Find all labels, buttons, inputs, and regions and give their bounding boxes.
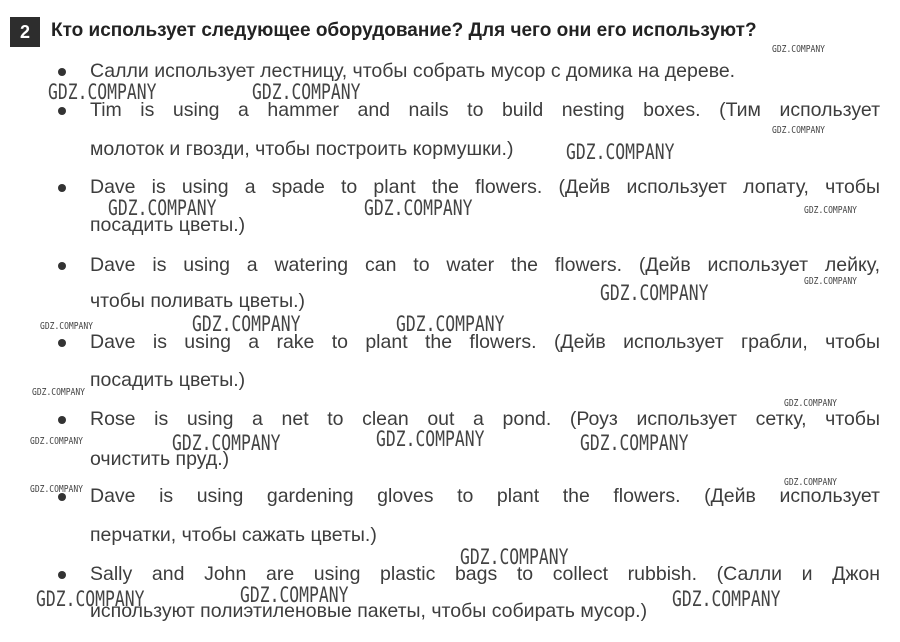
exercise-number-badge: 2 <box>10 17 40 47</box>
watermark: GDZ.COMPANY <box>40 321 93 332</box>
watermark: GDZ.COMPANY <box>364 196 473 220</box>
watermark: GDZ.COMPANY <box>192 312 301 336</box>
bullet-icon <box>58 262 66 270</box>
watermark: GDZ.COMPANY <box>804 276 857 287</box>
watermark: GDZ.COMPANY <box>784 398 837 409</box>
list-item-line: посадить цветы.) <box>90 214 246 236</box>
bullet-icon <box>58 68 66 76</box>
list-item-line: перчатки, чтобы сажать цветы.) <box>90 524 377 546</box>
list-item-line: очистить пруд.) <box>90 448 230 470</box>
bullet-icon <box>58 339 66 347</box>
watermark: GDZ.COMPANY <box>48 80 157 104</box>
watermark: GDZ.COMPANY <box>784 477 837 488</box>
list-item-line: Tim is using a hammer and nails to build nesting boxes. (Тим использует <box>90 99 880 121</box>
list-item-line: Sally and John are using plastic bags to collect rubbish. (Салли и Джон <box>90 563 880 585</box>
watermark: GDZ.COMPANY <box>376 427 485 451</box>
watermark: GDZ.COMPANY <box>252 80 361 104</box>
watermark: GDZ.COMPANY <box>30 436 83 447</box>
watermark: GDZ.COMPANY <box>108 196 217 220</box>
list-item-line: используют полиэтиленовые пакеты, чтобы собирать мусор.) <box>90 600 648 622</box>
watermark: GDZ.COMPANY <box>32 387 85 398</box>
list-item-line: Dave is using gardening gloves to plant the flowers. (Дейв использует <box>90 485 880 507</box>
list-item-line: Dave is using a rake to plant the flowers. (Дейв использует грабли, чтобы <box>90 331 880 353</box>
watermark: GDZ.COMPANY <box>600 281 709 305</box>
list-item-line: Dave is using a spade to plant the flowers. (Дейв использует лопату, чтобы <box>90 176 880 198</box>
list-item-line: Rose is using a net to clean out a pond. (Роуз использует сетку, чтобы <box>90 408 880 430</box>
bullet-icon <box>58 571 66 579</box>
bullet-icon <box>58 184 66 192</box>
bullet-icon <box>58 107 66 115</box>
list-item-line: Салли использует лестницу, чтобы собрать мусор с домика на дереве. <box>90 60 736 82</box>
watermark: GDZ.COMPANY <box>460 545 569 569</box>
watermark: GDZ.COMPANY <box>672 587 781 611</box>
bullet-icon <box>58 493 66 501</box>
list-item-line: Dave is using a watering can to water the flowers. (Дейв использует лейку, <box>90 254 880 276</box>
watermark: GDZ.COMPANY <box>804 205 857 216</box>
watermark: GDZ.COMPANY <box>580 431 689 455</box>
watermark: GDZ.COMPANY <box>36 587 145 611</box>
list-item-line: молоток и гвозди, чтобы построить кормушки.) <box>90 138 514 160</box>
watermark: GDZ.COMPANY <box>772 125 825 136</box>
list-item-line: чтобы поливать цветы.) <box>90 290 305 312</box>
watermark: GDZ.COMPANY <box>172 431 281 455</box>
exercise-title: Кто использует следующее оборудование? Для чего они его используют? <box>51 20 757 41</box>
watermark: GDZ.COMPANY <box>566 140 675 164</box>
list-item-line: посадить цветы.) <box>90 369 246 391</box>
watermark: GDZ.COMPANY <box>240 583 349 607</box>
watermark: GDZ.COMPANY <box>30 484 83 495</box>
bullet-icon <box>58 416 66 424</box>
watermark: GDZ.COMPANY <box>772 44 825 55</box>
watermark: GDZ.COMPANY <box>396 312 505 336</box>
